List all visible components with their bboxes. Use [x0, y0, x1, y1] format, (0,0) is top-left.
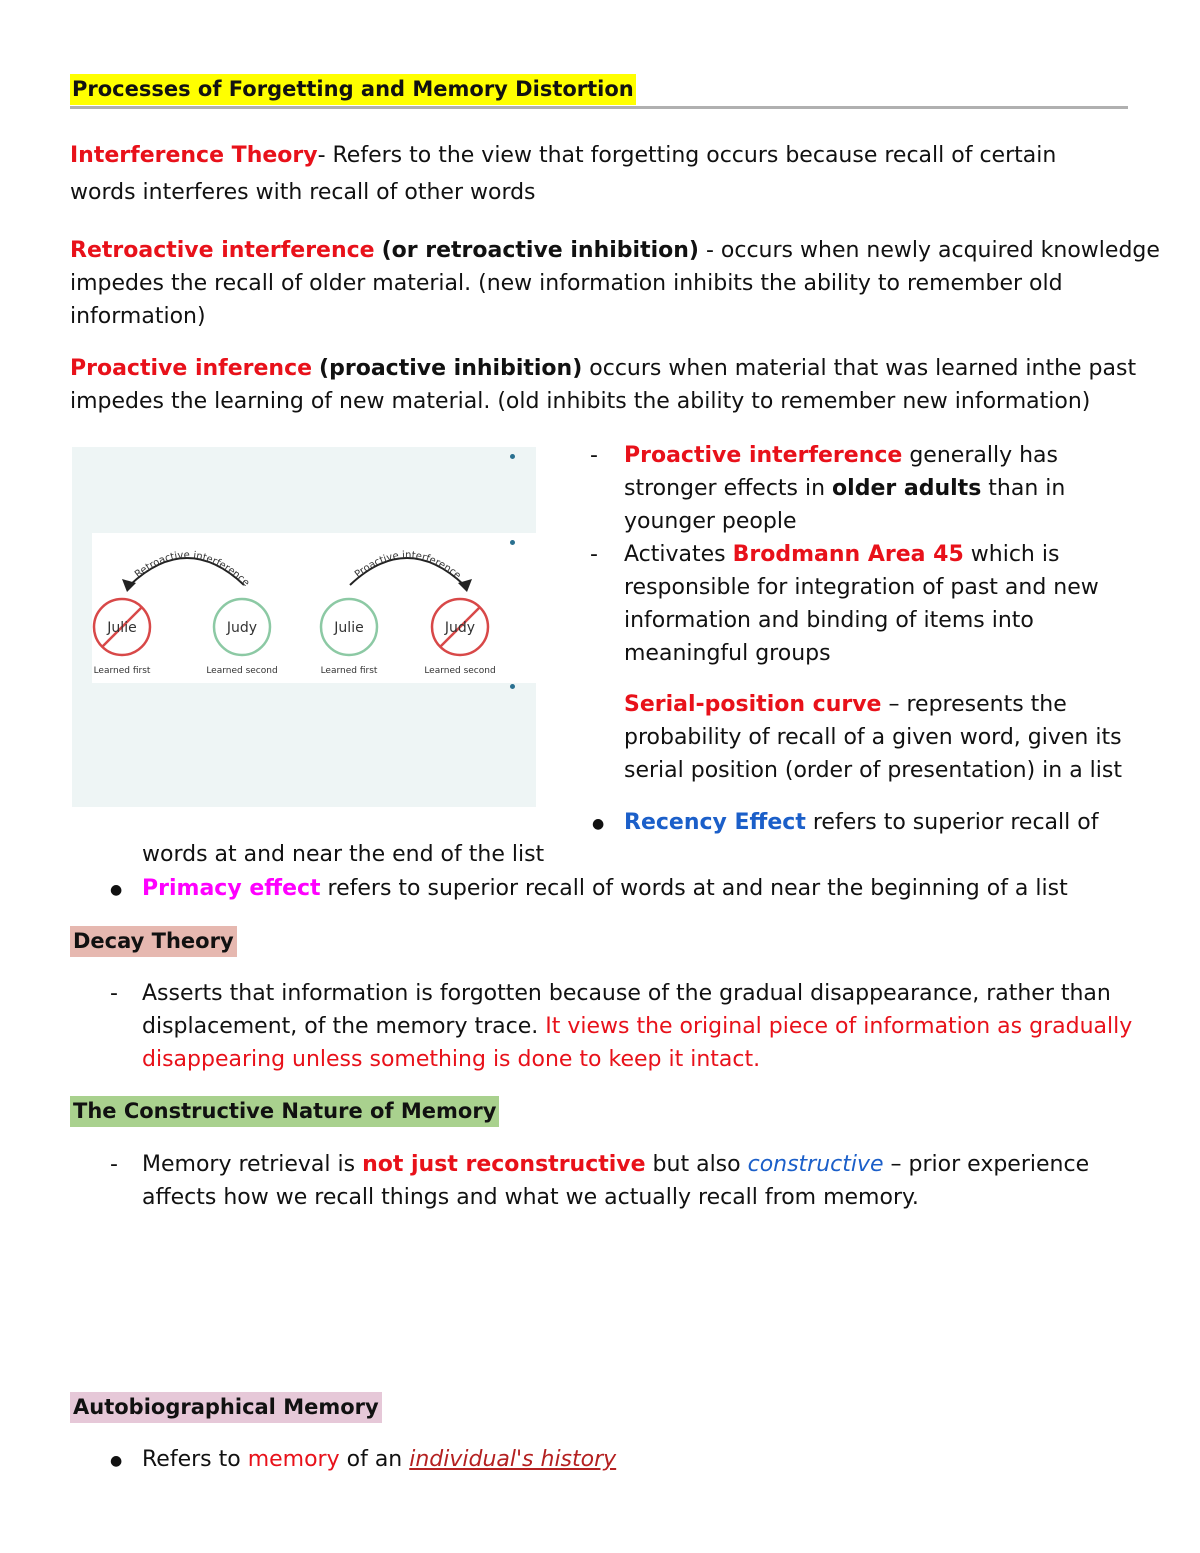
- retroactive-line-1: [70, 234, 1160, 267]
- autobio-text-c: of an: [339, 1447, 410, 1472]
- not-reconstructive: not just reconstructive: [362, 1152, 646, 1177]
- judy-label-1: Judy: [226, 620, 258, 636]
- decay-text-2a: displacement, of the memory trace.: [142, 1014, 546, 1039]
- brodmann-term: Brodmann Area 45: [732, 542, 964, 567]
- title-rule: [70, 106, 1128, 109]
- interference-term: Interference Theory: [70, 143, 318, 168]
- side-recency: [624, 806, 1098, 839]
- proactive-def-1: occurs when material that was learned inthe past: [582, 356, 1137, 381]
- dash-marker: -: [110, 981, 118, 1006]
- side-spc-3: serial position (order of presentation) in a list: [624, 758, 1122, 783]
- learned-first-1: Learned first: [93, 666, 151, 676]
- side-pi-3: younger people: [624, 509, 797, 534]
- bullet-dot: [510, 454, 515, 459]
- proactive-line-1: [70, 352, 1136, 385]
- dash-marker: -: [110, 1152, 118, 1177]
- primacy-line: [142, 872, 1068, 905]
- side-act-3: information and binding of items into: [624, 608, 1034, 633]
- decay-text-2b: It views the original piece of information as gradually: [545, 1014, 1133, 1039]
- decay-heading: Decay Theory: [70, 926, 237, 957]
- constructive-line-2: affects how we recall things and what we actually recall from memory.: [142, 1185, 919, 1210]
- spc-term: Serial-position curve: [624, 692, 882, 717]
- page-title: Processes of Forgetting and Memory Distortion: [70, 74, 636, 105]
- side-spc-1: [624, 688, 1067, 721]
- pi-older-adults: older adults: [832, 476, 982, 501]
- dash-marker: -: [590, 443, 598, 468]
- interference-line-1: [70, 139, 1056, 172]
- interference-diagram: [92, 533, 538, 683]
- dash-marker: -: [590, 542, 598, 567]
- side-pi-1: [624, 439, 1058, 472]
- constructive-text-1e: – prior experience: [883, 1152, 1090, 1177]
- constructive-heading: The Constructive Nature of Memory: [70, 1096, 499, 1127]
- proactive-def-2: impedes the learning of new material. (old inhibits the ability to remember new information): [70, 389, 1091, 414]
- side-spc-2: probability of recall of a given word, given its: [624, 725, 1122, 750]
- decay-line-2: [142, 1010, 1132, 1043]
- learned-second-2: Learned second: [424, 666, 496, 676]
- learned-first-2: Learned first: [320, 666, 378, 676]
- judy-label-2: Judy: [444, 620, 476, 636]
- retroactive-def-2: impedes the recall of older material. (new information inhibits the ability to remember old: [70, 271, 1063, 296]
- act-text-1a: Activates: [624, 542, 733, 567]
- constructive-text-1a: Memory retrieval is: [142, 1152, 363, 1177]
- julie-label-2: Julie: [334, 620, 364, 636]
- retroactive-def-3: information): [70, 304, 206, 329]
- spc-text-1: – represents the: [881, 692, 1067, 717]
- bullet-dot: ●: [110, 1453, 123, 1469]
- side-act-2: responsible for integration of past and new: [624, 575, 1099, 600]
- constructive-text-1c: but also: [645, 1152, 748, 1177]
- pi-text-1: generally has: [902, 443, 1058, 468]
- interference-def-1: - Refers to the view that forgetting occurs because recall of certain: [317, 143, 1057, 168]
- autobio-heading: Autobiographical Memory: [70, 1392, 382, 1423]
- retroactive-alt: (or retroactive inhibition): [381, 238, 699, 263]
- proactive-alt: (proactive inhibition): [319, 356, 583, 381]
- act-text-1c: which is: [963, 542, 1060, 567]
- interference-figure: [72, 447, 536, 807]
- bullet-dot: [510, 540, 515, 545]
- autobio-history: individual's history: [409, 1447, 617, 1472]
- autobio-memory: memory: [247, 1447, 340, 1472]
- constructive-line-1: [142, 1148, 1089, 1181]
- side-act-1: [624, 538, 1059, 571]
- recency-text-1: refers to superior recall of: [805, 810, 1099, 835]
- proactive-term: Proactive inference: [70, 356, 313, 381]
- constructive-term: constructive: [747, 1152, 884, 1177]
- bullet-dot: [510, 684, 515, 689]
- retroactive-term: Retroactive interference: [70, 238, 375, 263]
- primacy-def: refers to superior recall of words at and near the beginning of a list: [320, 876, 1068, 901]
- pi-text-2a: stronger effects in: [624, 476, 833, 501]
- pi-text-2c: than in: [981, 476, 1066, 501]
- primacy-term: Primacy effect: [142, 876, 321, 901]
- pro-arc-label: Proactive interference: [352, 549, 463, 582]
- bullet-dot: ●: [592, 816, 605, 832]
- autobio-text-a: Refers to: [142, 1447, 248, 1472]
- side-act-4: meaningful groups: [624, 641, 831, 666]
- recency-cont: words at and near the end of the list: [142, 842, 545, 867]
- retro-arc-label: Retroactive interference: [132, 549, 252, 589]
- interference-def-2: words interferes with recall of other words: [70, 180, 536, 205]
- figure-panel: [92, 533, 538, 683]
- julie-label-1: Julie: [107, 620, 137, 636]
- decay-line-1: Asserts that information is forgotten because of the gradual disappearance, rather than: [142, 981, 1111, 1006]
- pi-term: Proactive interference: [624, 443, 903, 468]
- retroactive-def-1: - occurs when newly acquired knowledge: [698, 238, 1160, 263]
- side-pi-2: [624, 472, 1065, 505]
- decay-line-3: disappearing unless something is done to keep it intact.: [142, 1047, 761, 1072]
- recency-term: Recency Effect: [624, 810, 806, 835]
- autobio-line: [142, 1443, 616, 1476]
- bullet-dot: ●: [110, 882, 123, 898]
- learned-second-1: Learned second: [206, 666, 278, 676]
